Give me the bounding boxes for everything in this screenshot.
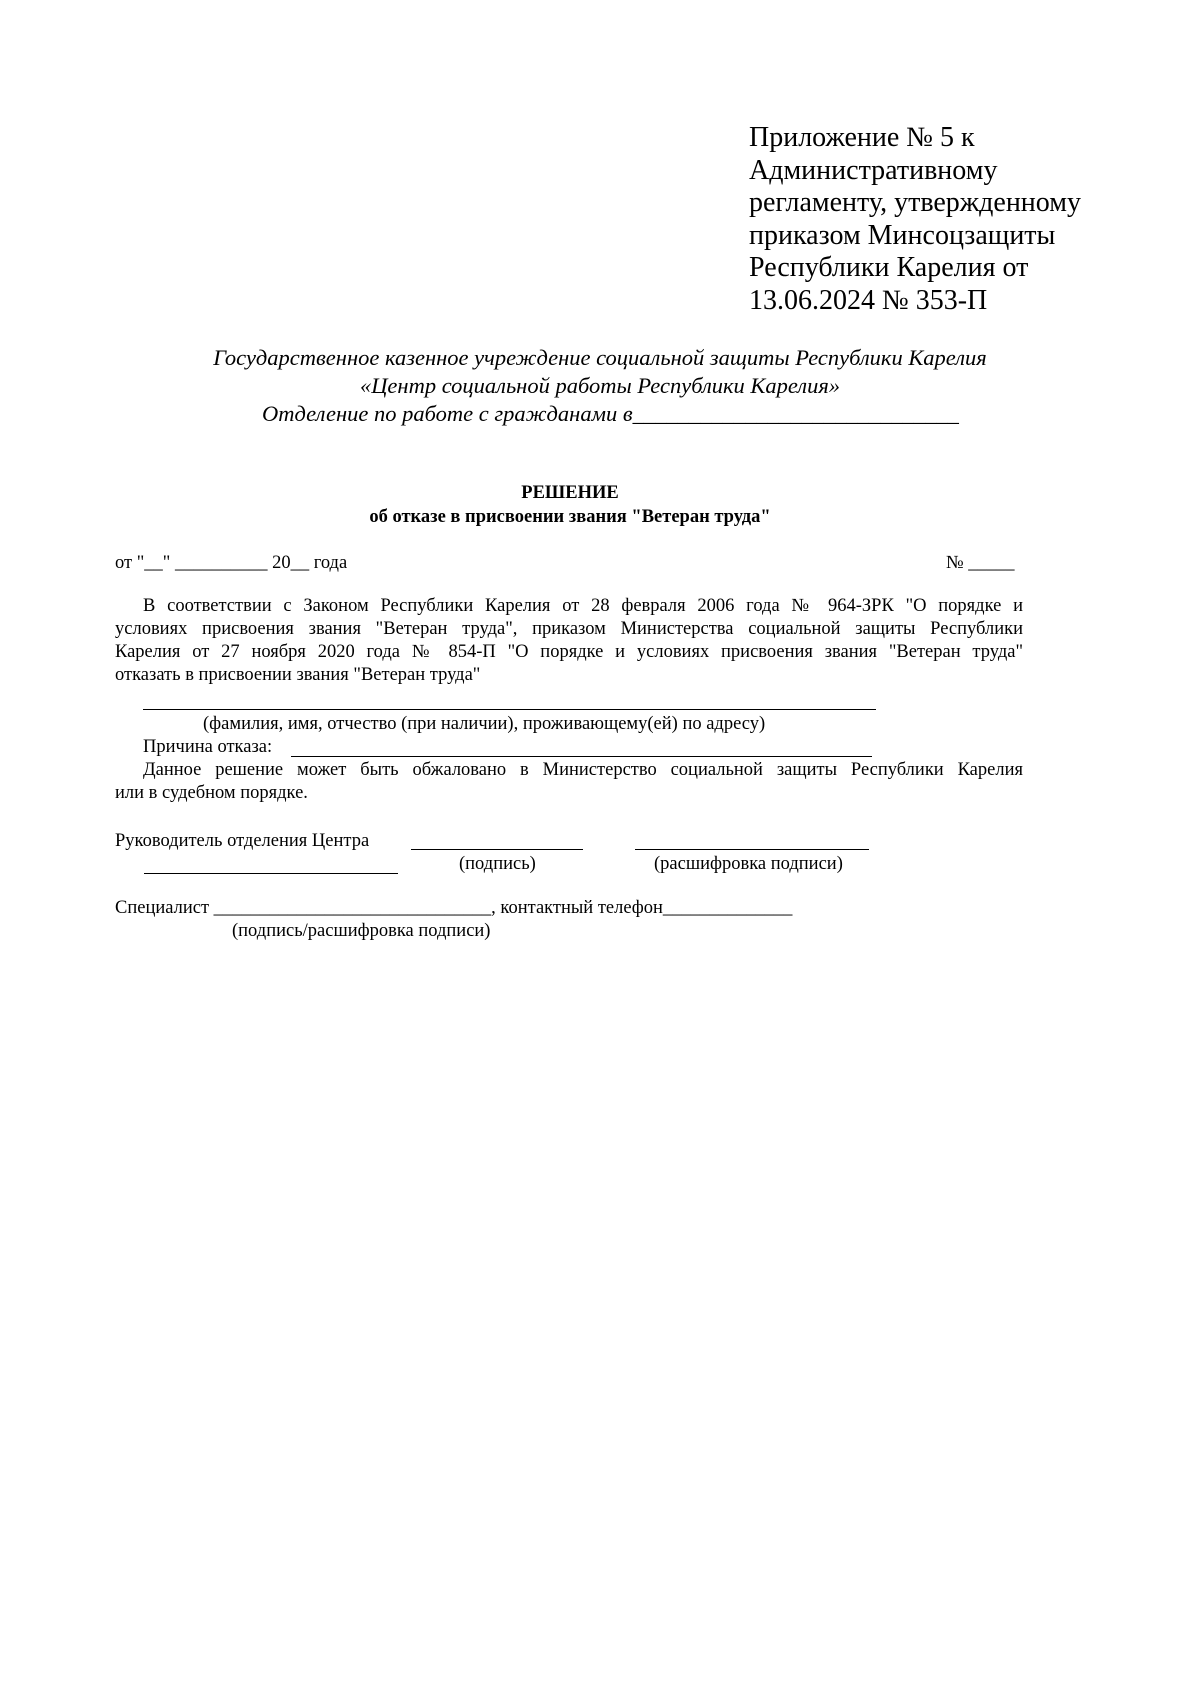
decision-number: № _____	[946, 553, 1015, 573]
head-decoding-underline	[635, 849, 869, 850]
specialist-line: Специалист ______________________________, контактный телефон______________	[115, 898, 793, 918]
head-extra-underline	[144, 873, 398, 874]
decoding-caption: (расшифровка подписи)	[654, 854, 843, 874]
reason-underline	[291, 756, 872, 757]
name-underline	[143, 709, 876, 710]
appeal-line: Данное решение может быть обжаловано в Министерство социальной защиты Республики Карелия	[143, 760, 1023, 780]
body-line: отказать в присвоении звания "Ветеран труда"	[115, 665, 481, 685]
appendix-line: Республики Карелия от	[749, 252, 1029, 283]
department-line: Отделение по работе с гражданами в_____________________________	[262, 401, 959, 426]
body-line: условиях присвоения звания "Ветеран труда", приказом Министерства социальной защиты Республики	[115, 619, 1023, 639]
organization-name: Государственное казенное учреждение социальной защиты Республики Карелия	[213, 345, 987, 370]
organization-center-name: «Центр социальной работы Республики Карелия»	[359, 373, 841, 398]
body-line: Карелия от 27 ноября 2020 года № 854-П "О порядке и условиях присвоения звания "Ветеран труда"	[115, 642, 1023, 662]
appeal-line: или в судебном порядке.	[115, 783, 308, 803]
appendix-line: Административному	[749, 154, 998, 186]
reason-label: Причина отказа:	[143, 737, 273, 757]
decision-date: от "__" __________ 20__ года	[115, 553, 348, 573]
appendix-line: Приложение № 5 к	[749, 122, 975, 153]
head-label: Руководитель отделения Центра	[115, 831, 370, 851]
name-caption: (фамилия, имя, отчество (при наличии), проживающему(ей) по адресу)	[203, 714, 766, 734]
appendix-line: регламенту, утвержденному	[749, 187, 1081, 218]
specialist-caption: (подпись/расшифровка подписи)	[232, 921, 491, 941]
body-line: В соответствии с Законом Республики Карелия от 28 февраля 2006 года № 964-ЗРК "О порядке и	[143, 596, 1023, 616]
appendix-line: приказом Минсоцзащиты	[749, 219, 1056, 251]
signature-caption: (подпись)	[459, 854, 536, 874]
appendix-header	[749, 122, 1169, 317]
decision-subtitle: об отказе в присвоении звания "Ветеран труда"	[369, 507, 771, 527]
appendix-line: 13.06.2024 № 353-П	[749, 284, 988, 316]
decision-title: РЕШЕНИЕ	[521, 483, 619, 503]
head-signature-underline	[411, 849, 583, 850]
